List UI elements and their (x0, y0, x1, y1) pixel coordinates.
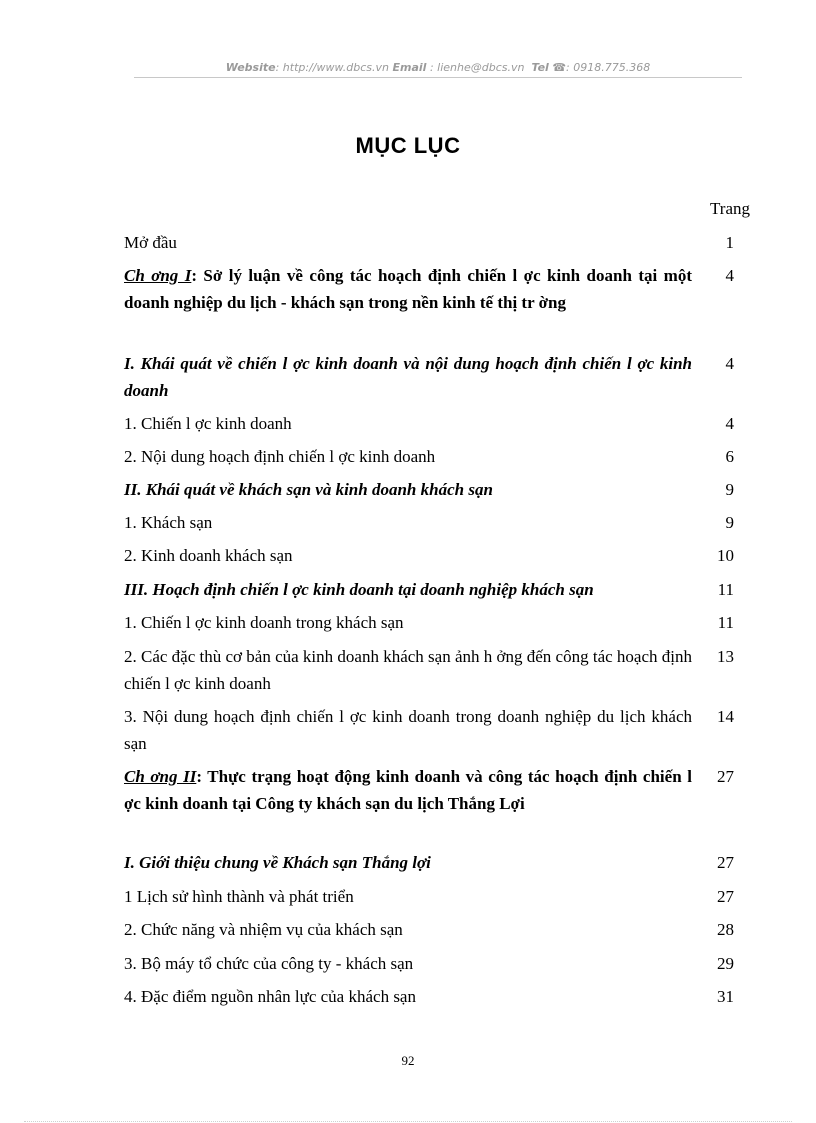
toc-entry-text: 2. Nội dung hoạch định chiến l ợc kinh doanh (124, 447, 436, 466)
toc-entry-page: 14 (717, 707, 734, 726)
toc-entry-page: 6 (725, 447, 734, 466)
page-number: 92 (401, 1053, 415, 1068)
chapter-title: : Sở lý luận về công tác hoạch định chiến l ợc kinh doanh tại một doanh nghiệp du lịch - khách sạn trong nền kinh tế thị tr ờng (124, 266, 692, 312)
toc-entry-page: 29 (717, 954, 734, 973)
chapter-prefix: Ch ơng I (124, 266, 192, 285)
toc-entry-text: 2. Các đặc thù cơ bản của kinh doanh khách sạn ảnh h ởng đến công tác hoạch định chiến l ợc kinh doanh (124, 647, 692, 693)
toc-entry-text: 2. Chức năng và nhiệm vụ của khách sạn (124, 920, 403, 939)
toc-entry-text: 2. Kinh doanh khách sạn (124, 546, 293, 565)
toc-entry-page: 9 (725, 513, 734, 532)
toc-entry-section (124, 576, 764, 603)
toc-entry (124, 410, 764, 437)
toc-entry-page: 9 (725, 480, 734, 499)
toc-entry-section (124, 476, 764, 503)
toc-entry-text: 1. Chiến l ợc kinh doanh (124, 414, 292, 433)
toc-entry (124, 983, 764, 1010)
toc-entry-text: 3. Bộ máy tổ chức của công ty - khách sạn (124, 954, 414, 973)
toc-entry-page: 4 (725, 266, 734, 285)
toc-entry-page: 13 (717, 647, 734, 666)
toc-entry-page: 11 (717, 580, 734, 599)
chapter-title: : Thực trạng hoạt động kinh doanh và công tác hoạch định chiến l ợc kinh doanh tại Công ty khách sạn du lịch Thắng Lợi (124, 767, 692, 813)
toc-entry-text: 3. Nội dung hoạch định chiến l ợc kinh doanh trong doanh nghiệp du lịch khách sạn (124, 707, 692, 753)
page-column-label: Trang (710, 199, 750, 218)
toc-entry (124, 703, 764, 757)
toc-entry-page: 10 (717, 546, 734, 565)
toc-entry-text: III. Hoạch định chiến l ợc kinh doanh tại doanh nghiệp khách sạn (124, 580, 594, 599)
website-value: : http://www.dbcs.vn (275, 61, 390, 74)
tel-value: : 0918.775.368 (566, 61, 651, 74)
toc-entry (124, 643, 764, 697)
toc-entry-chapter (124, 262, 764, 316)
page-header (134, 60, 742, 76)
toc-entry (124, 916, 764, 943)
toc-entry (124, 883, 764, 910)
footer-divider (24, 1121, 792, 1122)
toc-entry-page: 27 (717, 887, 734, 906)
tel-label: Tel (531, 61, 549, 74)
toc-entry-page: 4 (725, 354, 734, 373)
toc-entry-text (124, 262, 692, 316)
toc-entry-page: 27 (717, 767, 734, 786)
toc-entry-page: 11 (717, 613, 734, 632)
email-label: Email (392, 61, 427, 74)
page-title: MỤC LỤC (355, 133, 461, 158)
toc-entry (124, 542, 764, 569)
toc-entry (124, 609, 764, 636)
toc-entry-text: Mở đầu (124, 233, 177, 252)
toc-entry-chapter (124, 763, 764, 817)
toc-entry-page: 31 (717, 987, 734, 1006)
chapter-prefix: Ch ơng II (124, 767, 197, 786)
toc-entry-text: I. Khái quát về chiến l ợc kinh doanh và nội dung hoạch định chiến l ợc kinh doanh (124, 354, 692, 400)
toc-entry (124, 229, 764, 256)
toc-entry-page: 27 (717, 853, 734, 872)
phone-icon: ☎ (552, 61, 567, 74)
toc-entry (124, 950, 764, 977)
toc-entry-text: 1. Chiến l ợc kinh doanh trong khách sạn (124, 613, 404, 632)
toc-entry-section (124, 849, 764, 876)
email-value: : lienhe@dbcs.vn (426, 61, 525, 74)
toc-entry-text: II. Khái quát về khách sạn và kinh doanh khách sạn (124, 480, 493, 499)
toc-entry-page: 28 (717, 920, 734, 939)
toc-entry-text: I. Giới thiệu chung về Khách sạn Thắng lợi (124, 853, 431, 872)
toc-entry-text (124, 763, 692, 817)
toc-entry-text: 1 Lịch sử hình thành và phát triển (124, 887, 354, 906)
website-label: Website (225, 61, 276, 74)
toc-entry-page: 4 (725, 414, 734, 433)
toc-entry (124, 443, 764, 470)
toc-entry-text: 1. Khách sạn (124, 513, 213, 532)
toc-entry-page: 1 (725, 233, 734, 252)
toc-entry-section (124, 350, 764, 404)
toc-entry-text: 4. Đặc điểm nguồn nhân lực của khách sạn (124, 987, 416, 1006)
header-divider (134, 77, 742, 78)
toc-entry (124, 509, 764, 536)
